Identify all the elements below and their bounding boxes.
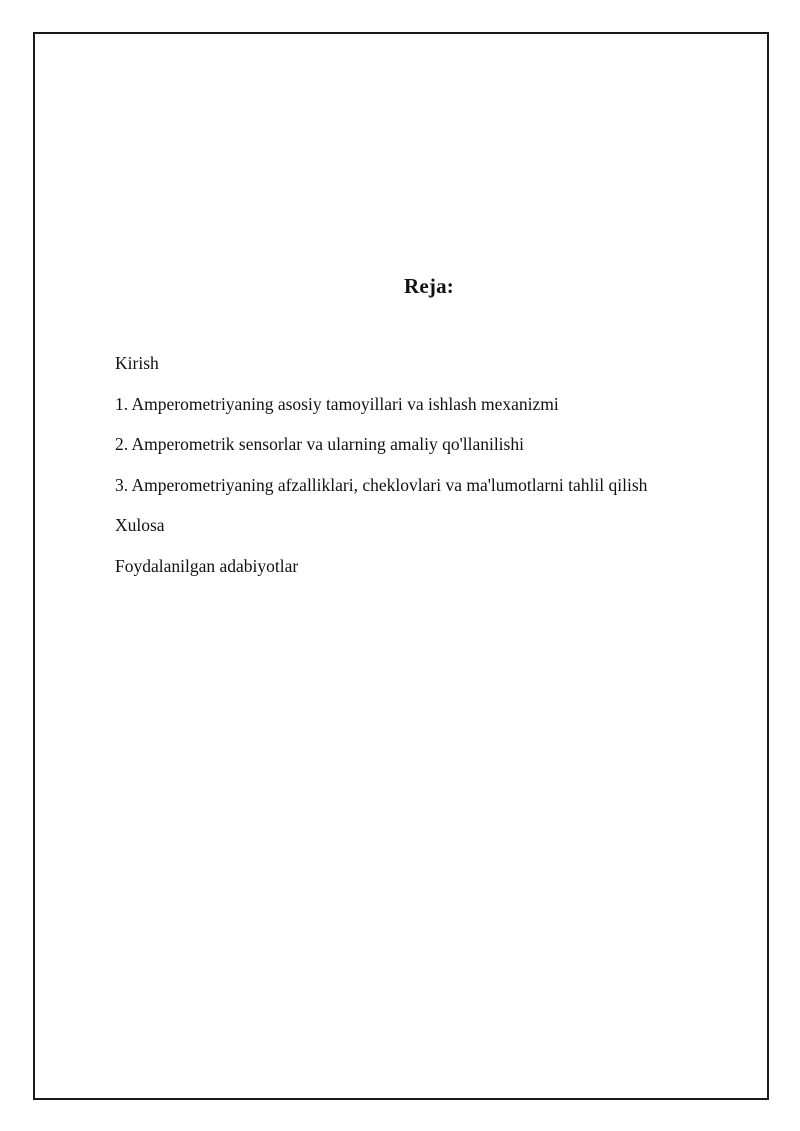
plan-item-3: 3. Amperometriyaning afzalliklari, cheklovlari va ma'lumotlarni tahlil qilish <box>115 474 648 495</box>
plan-item-conclusion: Xulosa <box>115 515 165 535</box>
plan-item-references: Foydalanilgan adabiyotlar <box>115 555 299 576</box>
page-title: Reja: <box>404 274 454 298</box>
plan-list <box>115 350 647 593</box>
plan-item-1: 1. Amperometriyaning asosiy tamoyillari va ishlash mexanizmi <box>115 393 559 414</box>
plan-item-introduction: Kirish <box>115 353 159 373</box>
plan-item-2: 2. Amperometrik sensorlar va ularning amaliy qo'llanilishi <box>115 434 524 454</box>
